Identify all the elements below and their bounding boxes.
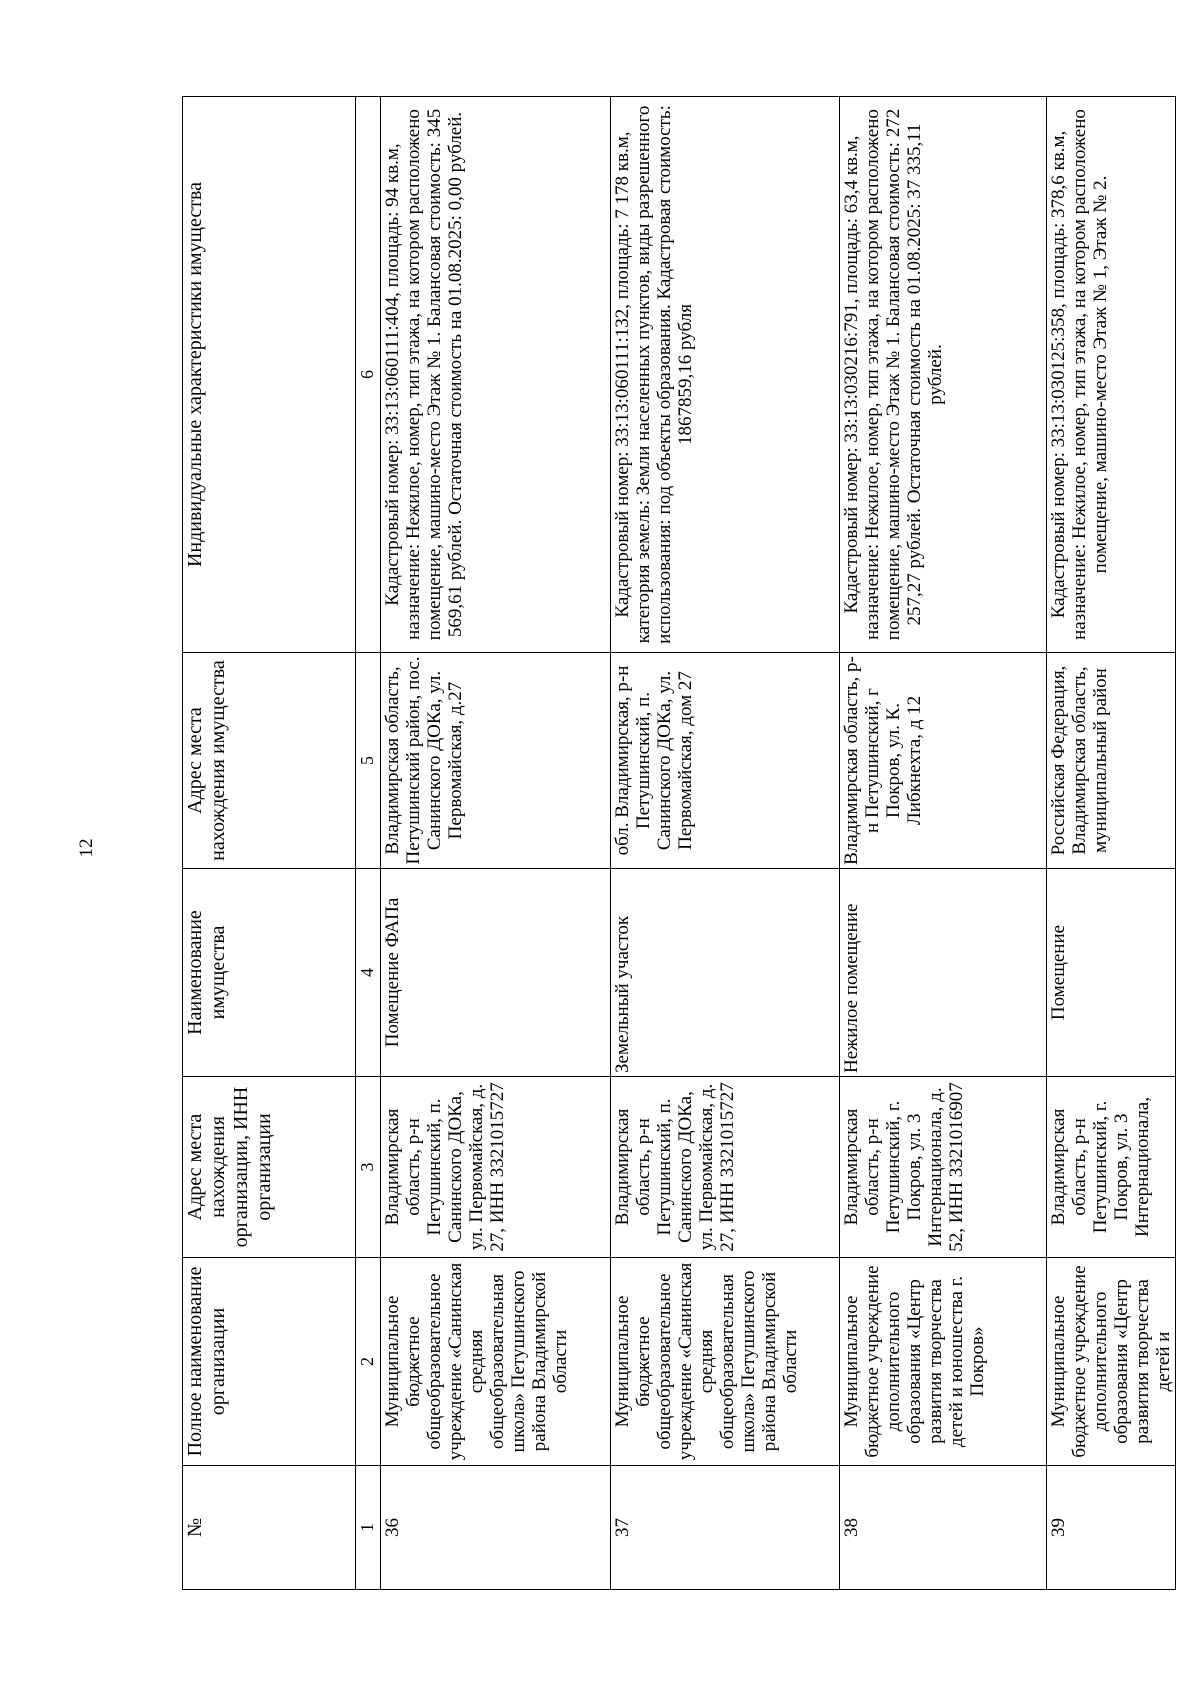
org-address-cell: Владимирская область, р-н Петушинский, п. Санинского ДОКа, ул. Первомайская, д. 27, ИНН 3321015727 [611, 1077, 840, 1258]
org-address-cell: Владимирская область, р-н Петушинский, п. Санинского ДОКа, ул. Первомайская, д. 27, ИНН 3321015727 [381, 1077, 611, 1258]
characteristics-cell: Кадастровый номер: 33:13:030216:791, площадь: 63,4 кв.м, назначение: Нежилое, номер, тип этажа, на котором расположено помещение, машино-место Этаж № 1. Балансовая стоимость: 272 257,27 рублей. Остаточная стоимость на 01.08.2025: 37 335,11 рублей. [840, 97, 1047, 653]
header-characteristics: Индивидуальные характеристики имущества [183, 97, 356, 653]
org-name-cell: Муниципальное бюджетное учреждение дополнительного образования «Центр развития творчества детей и [1047, 1258, 1176, 1466]
org-name-cell: Муниципальное бюджетное общеобразовательное учреждение «Санинская средняя общеобразовательная школа» Петушинского района Владимирской области [611, 1258, 840, 1466]
property-name-cell: Земельный участок [611, 869, 840, 1077]
row-number: 39 [1047, 1466, 1176, 1590]
header-property-name: Наименование имущества [183, 869, 356, 1077]
page-number: 12 [76, 838, 97, 858]
table-row [381, 97, 611, 1590]
row-number: 36 [381, 1466, 611, 1590]
column-number: 6 [356, 97, 381, 653]
row-number: 37 [611, 1466, 840, 1590]
column-number: 1 [356, 1466, 381, 1590]
column-number: 2 [356, 1258, 381, 1466]
property-address-cell: Российская Федерация, Владимирская область, муниципальный район [1047, 653, 1176, 869]
org-address-cell: Владимирская область, р-н Петушинский, г. Покров, ул. 3 Интернационала, д. 52, ИНН 3321016907 [840, 1077, 1047, 1258]
header-org-name: Полное наименование организации [183, 1258, 356, 1466]
property-register-table [182, 96, 1176, 1590]
column-number: 4 [356, 869, 381, 1077]
property-address-cell: Владимирская область, Петушинский район, пос. Санинского ДОКа, ул. Первомайская, д.27 [381, 653, 611, 869]
org-name-cell: Муниципальное бюджетное общеобразовательное учреждение «Санинская средняя общеобразовательная школа» Петушинского района Владимирской области [381, 1258, 611, 1466]
header-property-address: Адрес места нахождения имущества [183, 653, 356, 869]
header-number: № [183, 1466, 356, 1590]
org-name-cell: Муниципальное бюджетное учреждение дополнительного образования «Центр развития творчества детей и юношества г. Покров» [840, 1258, 1047, 1466]
property-name-cell: Помещение [1047, 869, 1176, 1077]
table-row [1047, 97, 1176, 1590]
rotated-table-sheet [182, 97, 1174, 1590]
property-address-cell: обл. Владимирская, р-н Петушинский, п. Санинского ДОКа, ул. Первомайская, дом 27 [611, 653, 840, 869]
column-number: 5 [356, 653, 381, 869]
property-address-cell: Владимирская область, р-н Петушинский, г Покров, ул. К. Либкнехта, д 12 [840, 653, 1047, 869]
property-name-cell: Помещение ФАПа [381, 869, 611, 1077]
column-number: 3 [356, 1077, 381, 1258]
property-name-cell: Нежилое помещение [840, 869, 1047, 1077]
characteristics-cell: Кадастровый номер: 33:13:060111:404, площадь: 94 кв.м, назначение: Нежилое, номер, тип этажа, на котором расположено помещение, машино-место Этаж № 1. Балансовая стоимость: 345 569,61 рублей. Остаточная стоимость на 01.08.2025: 0,00 рублей. [381, 97, 611, 653]
org-address-cell: Владимирская область, р-н Петушинский, г. Покров, ул. 3 Интернационала, [1047, 1077, 1176, 1258]
header-org-address: Адрес места нахождения организации, ИНН организации [183, 1077, 356, 1258]
table-row [840, 97, 1047, 1590]
table-row [611, 97, 840, 1590]
column-number-row [356, 97, 381, 1590]
row-number: 38 [840, 1466, 1047, 1590]
header-row [183, 97, 356, 1590]
characteristics-cell: Кадастровый номер: 33:13:030125:358, площадь: 378,6 кв.м, назначение: Нежилое, номер, тип этажа, на котором расположено помещение, машино-место Этаж № 1, Этаж № 2. [1047, 97, 1176, 653]
characteristics-cell: Кадастровый номер: 33:13:060111:132, площадь: 7 178 кв.м, категория земель: Земли населенных пунктов, виды разрешенного использования: под объекты образования. Кадастровая стоимость: 1867859,16 рубля [611, 97, 840, 653]
